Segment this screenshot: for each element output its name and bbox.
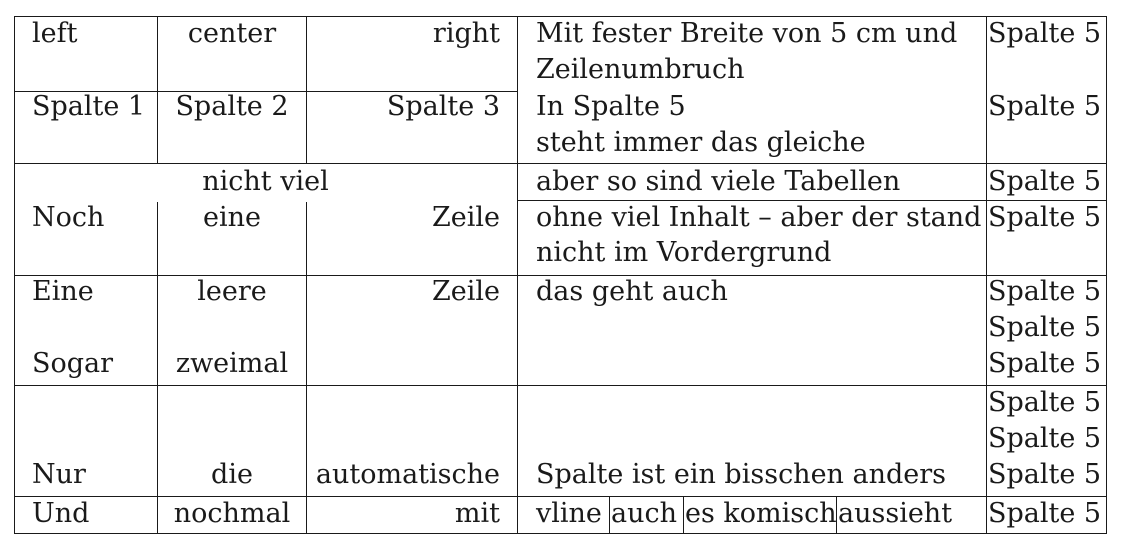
cell: Spalte 5 (988, 166, 1102, 197)
cell: automatische (315, 459, 500, 490)
extra-vline (609, 497, 610, 533)
cell: Spalte 3 (386, 91, 500, 122)
cell: aber so sind viele Tabellen (536, 166, 901, 197)
cell-fragment: aussieht (838, 498, 953, 529)
cell: In Spalte 5 (536, 91, 686, 122)
column-rule (517, 16, 518, 534)
cell-fragment: vline (536, 498, 602, 529)
extra-vline (683, 497, 684, 533)
cell: Spalte 5 (988, 498, 1102, 529)
cell: Und (32, 498, 90, 529)
cell: Spalte 5 (988, 387, 1102, 418)
table-bottom-rule (14, 533, 1107, 534)
cell: das geht auch (536, 276, 728, 307)
cell: Spalte 2 (175, 91, 289, 122)
cell: die (211, 459, 253, 490)
cell: Zeilenumbruch (536, 54, 745, 85)
cell: Nur (32, 459, 86, 490)
cell: Spalte 5 (988, 91, 1102, 122)
cell: Spalte 5 (988, 423, 1102, 454)
cell: left (32, 18, 78, 49)
cell: Sogar (32, 348, 114, 379)
cell: zweimal (175, 348, 289, 379)
table-right-rule (1106, 16, 1107, 534)
cell: Spalte ist ein bisschen anders (536, 459, 947, 490)
column-rule (986, 16, 987, 534)
cell: leere (197, 276, 267, 307)
cell: Spalte 1 (32, 91, 146, 122)
cell: steht immer das gleiche (536, 127, 866, 158)
cell: Spalte 5 (988, 18, 1102, 49)
cell: Spalte 5 (988, 459, 1102, 490)
cell: Spalte 5 (988, 202, 1102, 233)
cell: eine (203, 202, 261, 233)
cell: right (432, 18, 500, 49)
cell: nochmal (173, 498, 291, 529)
cell: ohne viel Inhalt – aber der stand (536, 202, 982, 233)
cell: Mit fester Breite von 5 cm und (536, 18, 958, 49)
cell-multicolumn: nicht viel (202, 166, 329, 197)
cell: Zeile (432, 202, 500, 233)
cell: Spalte 5 (988, 312, 1102, 343)
cell: Noch (32, 202, 105, 233)
cell: Zeile (432, 276, 500, 307)
cell: Eine (32, 276, 94, 307)
cell-fragment: es komisch (685, 498, 837, 529)
cell: Spalte 5 (988, 348, 1102, 379)
cell: center (187, 18, 277, 49)
table-left-rule (14, 16, 15, 534)
cell: mit (454, 498, 500, 529)
cell-fragment: auch (611, 498, 677, 529)
cell: nicht im Vordergrund (536, 237, 832, 268)
row-rule (14, 385, 1107, 386)
cell: Spalte 5 (988, 276, 1102, 307)
